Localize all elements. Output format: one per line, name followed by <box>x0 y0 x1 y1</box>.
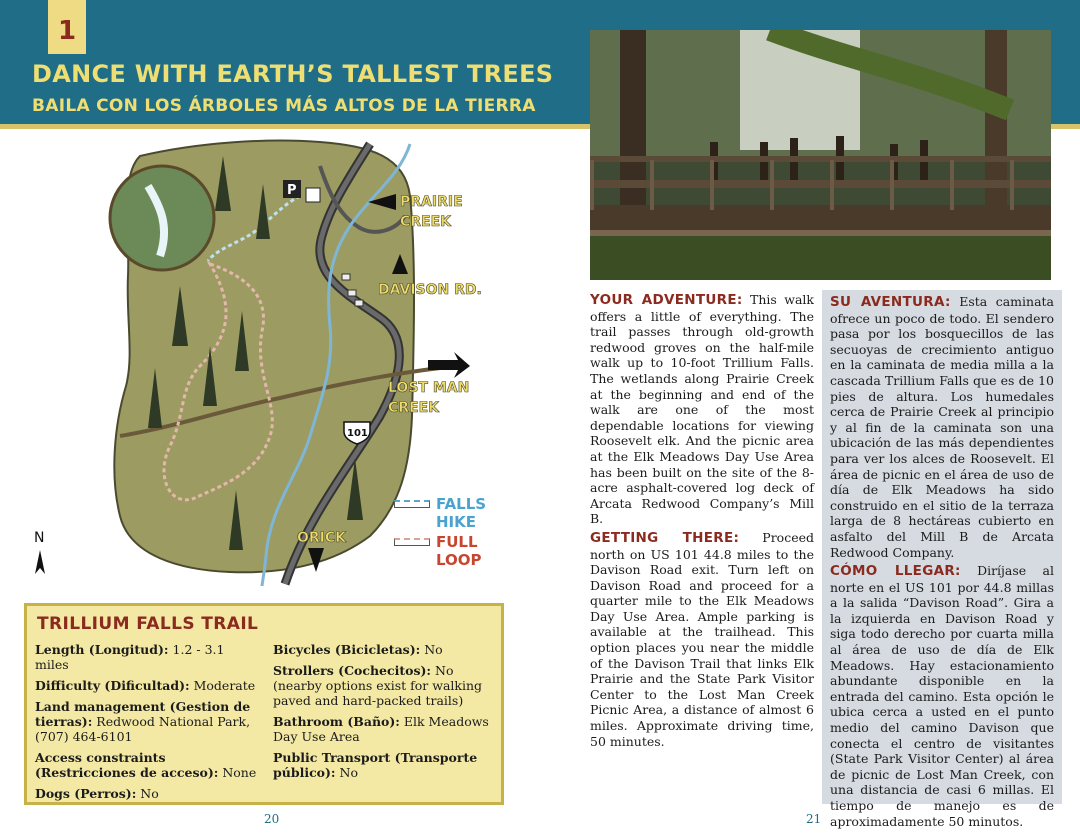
elk-icon <box>342 274 350 280</box>
trail-info-box <box>24 603 504 805</box>
elk-icon <box>355 300 363 306</box>
north-arrow-icon <box>35 550 45 574</box>
spanish-column <box>822 290 1062 829</box>
map-label-lost-man: LOST MAN <box>388 380 470 396</box>
spec-access: Access constraints (Restricciones de acceso): None <box>35 750 257 780</box>
map-label-lost-man-creek: CREEK <box>388 400 440 416</box>
north-label: N <box>34 530 45 546</box>
trail-info-right-column <box>273 642 497 786</box>
spec-difficulty: Difficulty (Dificultad): Moderate <box>35 678 256 693</box>
page-number-left: 20 <box>264 812 280 826</box>
trail-info-title: TRILLIUM FALLS TRAIL <box>37 614 259 634</box>
page-subtitle: BAILA CON LOS ÁRBOLES MÁS ALTOS DE LA TIERRA <box>32 96 536 116</box>
page-number-right: 21 <box>806 812 822 826</box>
english-column <box>590 292 814 752</box>
falls-hike-swatch <box>394 500 430 508</box>
arrow-lost-man-icon <box>428 352 470 378</box>
map-label-parking: P <box>287 183 297 198</box>
elk-icon <box>348 290 356 296</box>
spec-length: Length (Longitud): 1.2 - 3.1 miles <box>35 642 225 672</box>
forest-bridge-photo <box>590 30 1051 280</box>
chapter-number: 1 <box>48 0 86 54</box>
page-title: DANCE WITH EARTH’S TALLEST TREES <box>32 60 554 88</box>
legend-hike-label: HIKE <box>436 513 477 531</box>
legend-loop-label: LOOP <box>436 551 482 569</box>
your-adventure-paragraph: YOUR ADVENTURE: This walk offers a little of everything. The trail passes through old-growth redwood groves on the half-mile walk up to 10-foot Trillium Falls. The wetlands along Prairie Creek at the beginning and end of the walk are one of the most dependable locations for viewing Roosevelt elk. And the picnic area at the Elk Meadows Day Use Area has been built on the site of the 8-acre asphalt-covered log deck of Arcata Redwood Company’s Mill B. <box>590 292 814 527</box>
spec-bathroom: Bathroom (Baño): Elk Meadows Day Use Area <box>273 714 489 744</box>
spec-bicycles: Bicycles (Bicicletas): No <box>273 642 443 657</box>
map-label-prairie: PRAIRIE <box>400 194 463 210</box>
trail-info-left-column <box>35 642 261 807</box>
spec-public-transport: Public Transport (Transporte público): No <box>273 750 478 780</box>
spec-strollers: Strollers (Cochecitos): No (nearby options exist for walking paved and hard-packed trails) <box>273 663 483 708</box>
legend-falls-label: FALLS <box>436 495 487 513</box>
map-label-davison: DAVISON RD. <box>378 282 482 298</box>
map-label-highway: 101 <box>347 428 368 439</box>
full-loop-swatch <box>394 538 430 546</box>
su-aventura-paragraph: SU AVENTURA: Esta caminata ofrece un poco de todo. El sendero pasa por los bosquecillos de las secuoyas de crecimiento antiguo en la caminata de media milla a la cascada Trillium Falls que es de 10 pies de altura. Los humedales cerca de Prairie Creek al principio y al fin de la caminata son una ubicación de las más dependientes para ver los alces de Roosevelt. El área de picnic en el área de uso de día de Elk Meadows ha sido construido en el sitio de la terraza larga de 8 hectáreas cubierto en asfalto del Mill B de Arcata Redwood Company. <box>830 294 1054 560</box>
spec-dogs: Dogs (Perros): No <box>35 786 159 801</box>
legend-full-label: FULL <box>436 533 478 551</box>
spec-land-management: Land management (Gestion de tierras): Redwood National Park, (707) 464-6101 <box>35 699 251 744</box>
map-label-creek: CREEK <box>400 214 452 230</box>
restroom-icon <box>306 188 320 202</box>
como-llegar-paragraph: CÓMO LLEGAR: Diríjase al norte en el US 101 por 44.8 millas a la salida “Davison Road”. Gira a la izquierda en Davison Road y siga todo derecho por cuarta milla al área de uso de día de Elk Meadows. Hay estacionamiento abundante disponible en la entrada del camino. Esta opción le ubica cerca a usted en el punto medio del camino Davison que conecta el centro de visitantes (State Park Visitor Center) al área de picnic de Lost Man Creek, con una distancia de casi 6 millas. El tiempo de manejo es de aproximadamente 50 minutos. <box>830 563 1054 829</box>
map-label-orick: ORICK <box>297 530 347 546</box>
getting-there-paragraph: GETTING THERE: Proceed north on US 101 44.8 miles to the Davison Road exit. Turn left on Davison Road and proceed for a quarter mile to the Elk Meadows Day Use Area. Ample parking is available at the trailhead. This option places you near the middle of the Davison Trail that links Elk Prairie and the State Park Visitor Center to the Lost Man Creek Picnic Area, a distance of almost 6 miles. Approximate driving time, 50 minutes. <box>590 529 815 749</box>
